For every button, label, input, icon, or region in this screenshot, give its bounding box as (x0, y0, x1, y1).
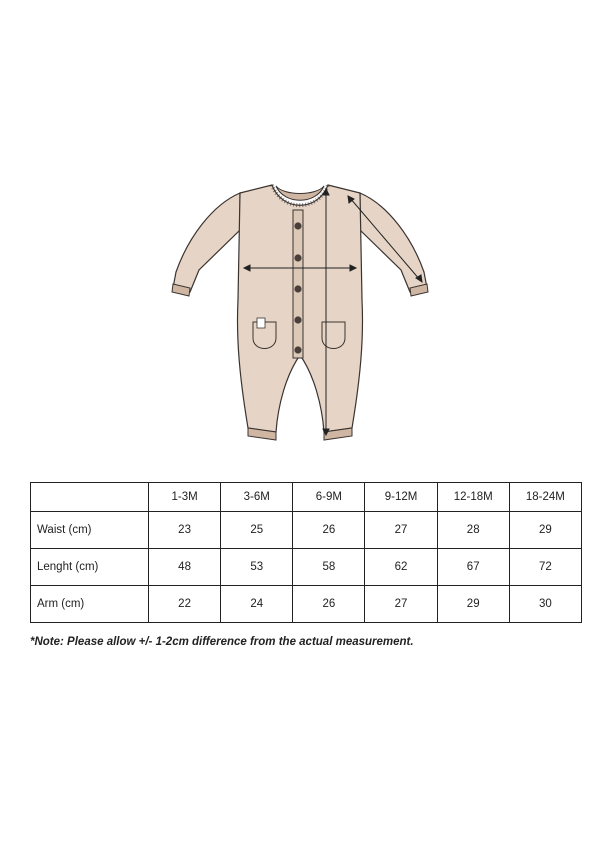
button (294, 316, 301, 323)
table-cell: 26 (293, 512, 365, 549)
row-label: Lenght (cm) (31, 549, 149, 586)
button (294, 254, 301, 261)
table-cell: 67 (437, 549, 509, 586)
row-label: Waist (cm) (31, 512, 149, 549)
baby-romper-icon (160, 172, 440, 444)
button (294, 346, 301, 353)
table-row (31, 549, 582, 586)
table-cell: 23 (149, 512, 221, 549)
table-cell: 27 (365, 512, 437, 549)
table-cell: 72 (509, 549, 581, 586)
table-row (31, 586, 582, 623)
measurement-note: *Note: Please allow +/- 1-2cm difference from the actual measurement. (30, 636, 414, 648)
table-cell: 29 (509, 512, 581, 549)
left-sleeve (173, 193, 240, 292)
table-cell: 24 (221, 586, 293, 623)
table-cell: 27 (365, 586, 437, 623)
table-cell: 29 (437, 586, 509, 623)
header-cell (31, 483, 149, 512)
table-cell: 22 (149, 586, 221, 623)
header-cell: 18-24M (509, 483, 581, 512)
table-cell: 25 (221, 512, 293, 549)
size-chart-table (30, 482, 582, 623)
table-cell: 26 (293, 586, 365, 623)
table-cell: 53 (221, 549, 293, 586)
header-cell: 3-6M (221, 483, 293, 512)
neckline (276, 186, 324, 200)
table-cell: 48 (149, 549, 221, 586)
header-cell: 1-3M (149, 483, 221, 512)
table-header-row (31, 483, 582, 512)
row-label: Arm (cm) (31, 586, 149, 623)
placket (293, 210, 303, 358)
table-cell: 30 (509, 586, 581, 623)
table-row (31, 512, 582, 549)
table-cell: 58 (293, 549, 365, 586)
header-cell: 9-12M (365, 483, 437, 512)
header-cell: 6-9M (293, 483, 365, 512)
header-cell: 12-18M (437, 483, 509, 512)
button (294, 285, 301, 292)
table-cell: 28 (437, 512, 509, 549)
pocket-label (257, 318, 265, 328)
button (294, 222, 301, 229)
table-cell: 62 (365, 549, 437, 586)
